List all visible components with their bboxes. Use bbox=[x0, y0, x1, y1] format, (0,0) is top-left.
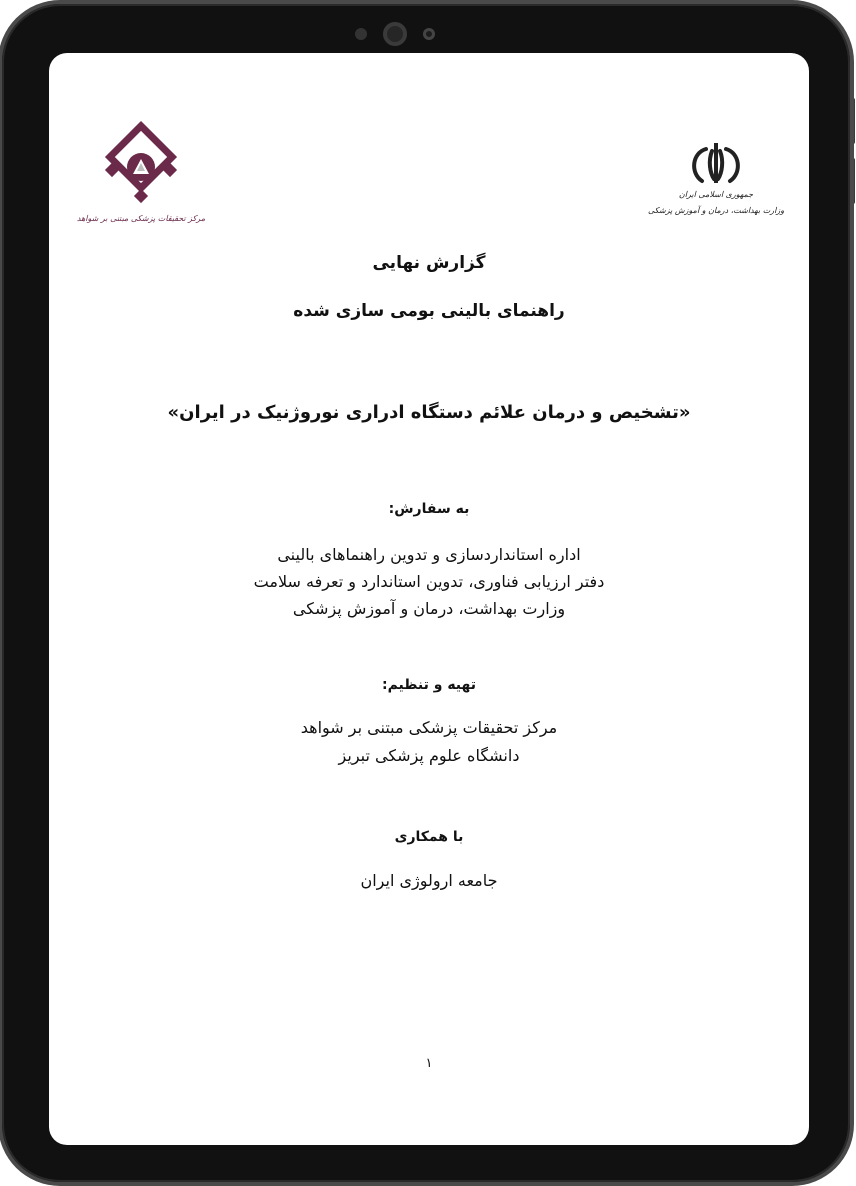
ordered-by-list bbox=[49, 541, 809, 622]
page-number: ۱ bbox=[425, 1056, 433, 1071]
document-page[interactable] bbox=[49, 53, 809, 1145]
prepared-by-label: تهیه و تنظیم: bbox=[381, 677, 477, 693]
ordered-by-line: دفتر ارزیابی فناوری، تدوین استاندارد و تعرفه سلامت bbox=[253, 572, 605, 591]
guide-title: راهنمای بالینی بومی سازی شده bbox=[293, 301, 565, 321]
svg-text:وزارت بهداشت، درمان و آموزش پز: وزارت بهداشت، درمان و آموزش پزشکی bbox=[647, 206, 785, 215]
sensor-dot bbox=[355, 28, 367, 40]
sensor-dot-2 bbox=[423, 28, 435, 40]
ordered-by-label: به سفارش: bbox=[388, 501, 470, 517]
prepared-by-list bbox=[49, 714, 809, 770]
svg-text:جمهوری اسلامی ایران: جمهوری اسلامی ایران bbox=[678, 190, 754, 199]
front-camera bbox=[383, 22, 407, 46]
volume-up-button[interactable] bbox=[850, 98, 855, 144]
research-center-logo bbox=[76, 129, 206, 233]
ministry-emblem bbox=[647, 139, 785, 229]
ordered-by-line: وزارت بهداشت، درمان و آموزش پزشکی bbox=[292, 599, 566, 618]
prepared-by-line: دانشگاه علوم پزشکی تبریز bbox=[338, 746, 520, 765]
main-title: «تشخیص و درمان علائم دستگاه ادراری نوروژنیک در ایران» bbox=[167, 402, 691, 423]
collaboration-label: با همکاری bbox=[394, 829, 464, 845]
ordered-by-line: اداره استانداردسازی و تدوین راهنماهای بالینی bbox=[277, 545, 581, 564]
svg-text:مرکز تحقیقات پزشکی مبتنی بر شو: مرکز تحقیقات پزشکی مبتنی بر شواهد bbox=[76, 214, 206, 223]
report-title: گزارش نهایی bbox=[372, 253, 486, 273]
volume-down-button[interactable] bbox=[850, 158, 855, 204]
prepared-by-line: مرکز تحقیقات پزشکی مبتنی بر شواهد bbox=[300, 718, 558, 737]
collaboration-org: جامعه ارولوژی ایران bbox=[360, 871, 498, 890]
tablet-frame bbox=[2, 4, 850, 1182]
